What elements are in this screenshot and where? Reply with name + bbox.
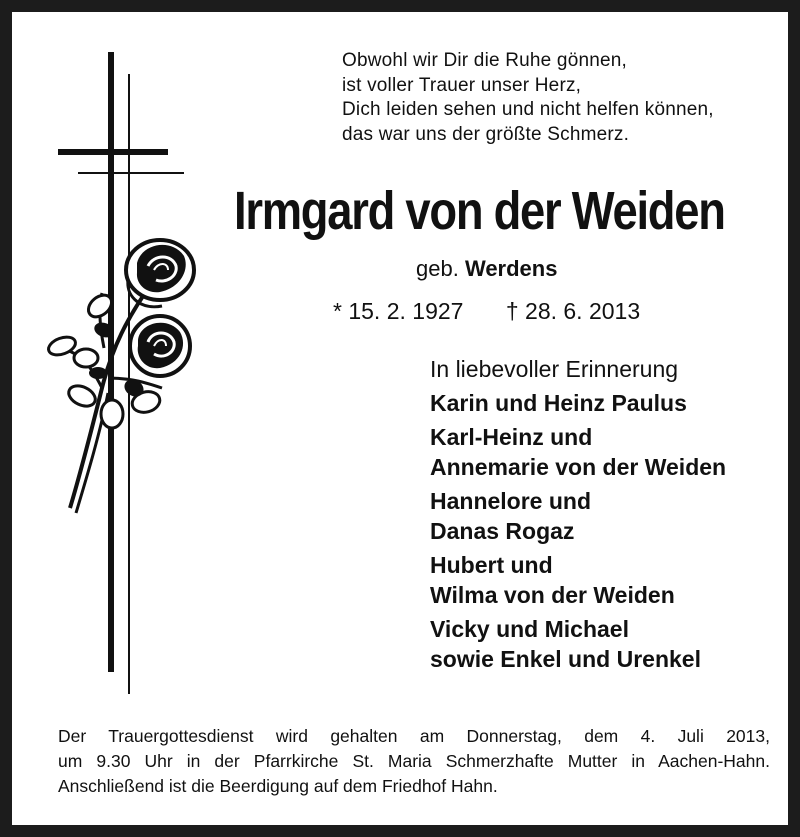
poem-line: Obwohl wir Dir die Ruhe gönnen,: [342, 50, 628, 71]
service-line: um 9.30 Uhr in der Pfarrkirche St. Maria Schmerzhafte Mutter in Aachen-Hahn.: [58, 751, 770, 771]
mourner-line: Karl-Heinz und: [430, 424, 593, 450]
death-date: † 28. 6. 2013: [505, 298, 641, 324]
mourner-group: [430, 486, 790, 546]
mourner-group: [430, 422, 790, 482]
mourner-group: [430, 550, 790, 610]
mourners: [430, 354, 790, 678]
mourner-line: Wilma von der Weiden: [430, 582, 675, 608]
funeral-service-info: [58, 724, 770, 799]
poem-line: Dich leiden sehen und nicht helfen können,: [342, 99, 714, 120]
mourner-group: [430, 614, 790, 674]
mourner-line: sowie Enkel und Urenkel: [430, 646, 701, 672]
mourner-line: Annemarie von der Weiden: [430, 454, 727, 480]
service-line: Anschließend ist die Beerdigung auf dem Friedhof Hahn.: [58, 776, 498, 796]
mourner-line: Hubert und: [430, 552, 553, 578]
mourner-line: Hannelore und: [430, 488, 592, 514]
poem-line: ist voller Trauer unser Herz,: [342, 74, 582, 96]
birth-name-value: Werdens: [464, 256, 558, 281]
mourners-intro: In liebevoller Erinnerung: [430, 356, 679, 382]
mourner-line: Karin und Heinz Paulus: [430, 390, 687, 416]
deceased-name: Irmgard von der Weiden: [234, 181, 725, 241]
rose-icon: [130, 316, 190, 376]
birth-name: [416, 256, 557, 282]
mourner-line: Vicky und Michael: [430, 616, 629, 642]
service-line: Der Trauergottesdienst wird gehalten am Donnerstag, dem 4. Juli 2013,: [58, 726, 770, 746]
rose-icon: [126, 240, 194, 307]
cross-with-roses-icon: [42, 48, 212, 708]
mourner-line: Danas Rogaz: [430, 518, 575, 544]
mourner-group: [430, 388, 790, 418]
poem: [342, 49, 762, 147]
birth-name-prefix: geb.: [416, 256, 459, 281]
life-dates: [333, 298, 640, 325]
poem-line: das war uns der größte Schmerz.: [342, 123, 630, 145]
birth-date: * 15. 2. 1927: [333, 298, 464, 324]
